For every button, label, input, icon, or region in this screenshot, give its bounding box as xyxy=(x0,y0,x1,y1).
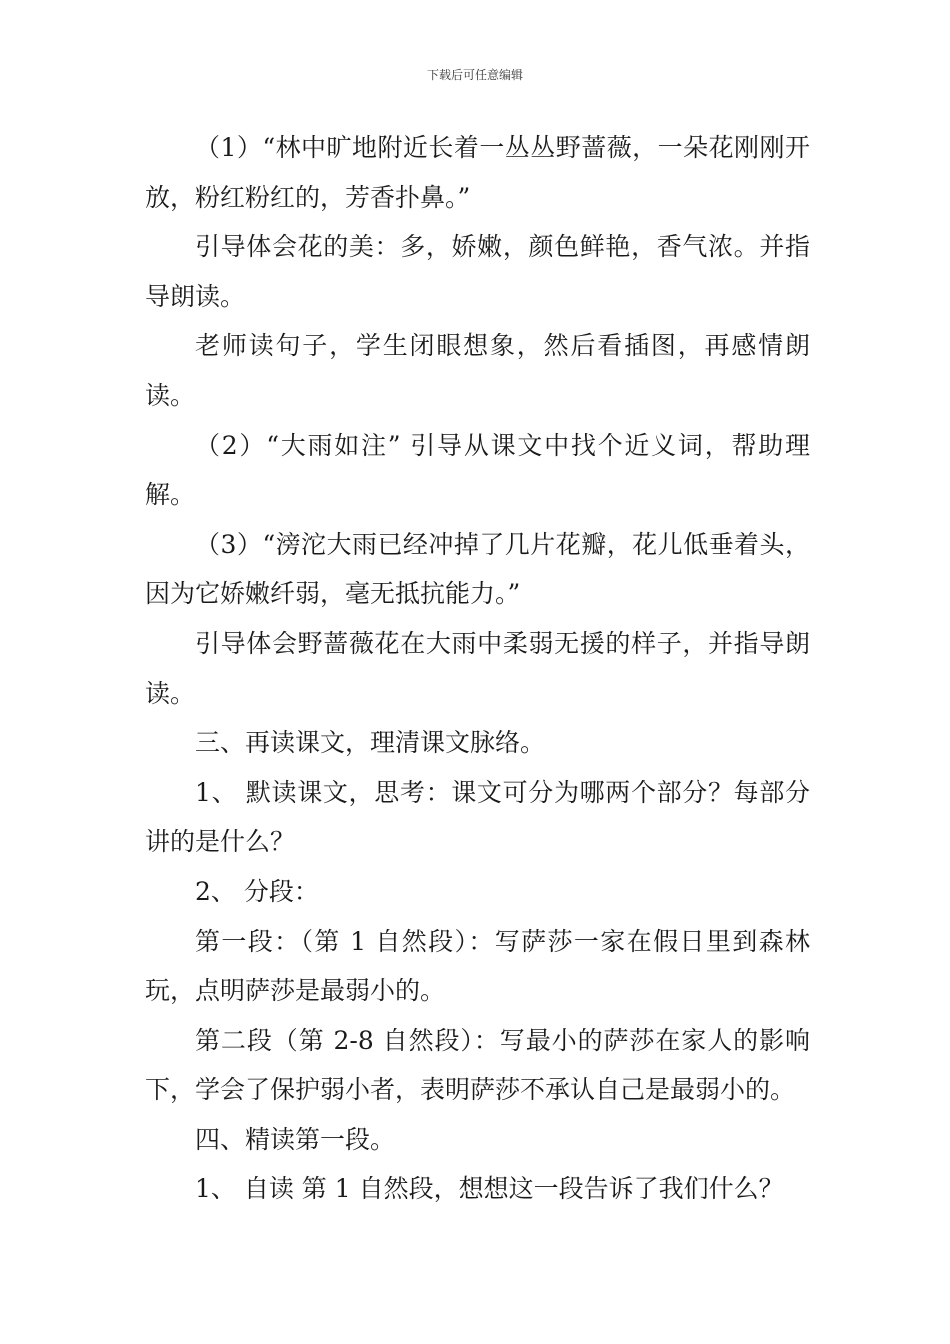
paragraph: 2、 分段： xyxy=(195,876,319,906)
paragraph: 老师读句子，学生闭眼想象，然后看插图，再感情朗读。 xyxy=(145,331,810,410)
paragraph: 第二段（第 2-8 自然段）：写最小的萨莎在家人的影响下，学会了保护弱小者，表明萨莎不承认自己是最弱小的。 xyxy=(145,1025,810,1105)
paragraph: （2）“大雨如注” 引导从课文中找个近义词，帮助理解。 xyxy=(145,430,810,510)
paragraph: 第一段：（第 1 自然段）：写萨莎一家在假日里到森林玩，点明萨莎是最弱小的。 xyxy=(145,926,810,1006)
page-header: 下载后可任意编辑 xyxy=(426,68,523,82)
section-heading: 四、精读第一段。 xyxy=(195,1124,396,1154)
paragraph: 引导体会野蔷薇花在大雨中柔弱无援的样子，并指导朗读。 xyxy=(145,628,810,708)
paragraph: （3）“滂沱大雨已经冲掉了几片花瓣，花儿低垂着头，因为它娇嫩纤弱，毫无抵抗能力。” xyxy=(145,529,810,609)
document-body xyxy=(145,123,810,1214)
paragraph: 1、 默读课文，思考：课文可分为哪两个部分？每部分讲的是什么？ xyxy=(145,777,810,857)
section-heading: 三、再读课文，理清课文脉络。 xyxy=(195,728,546,758)
paragraph: 引导体会花的美：多，娇嫩，颜色鲜艳，香气浓。并指导朗读。 xyxy=(145,232,810,311)
paragraph: （1）“林中旷地附近长着一丛丛野蔷薇，一朵花刚刚开放，粉红粉红的，芳香扑鼻。” xyxy=(145,133,810,212)
paragraph: 1、 自读 第 1 自然段，想想这一段告诉了我们什么？ xyxy=(195,1174,784,1204)
